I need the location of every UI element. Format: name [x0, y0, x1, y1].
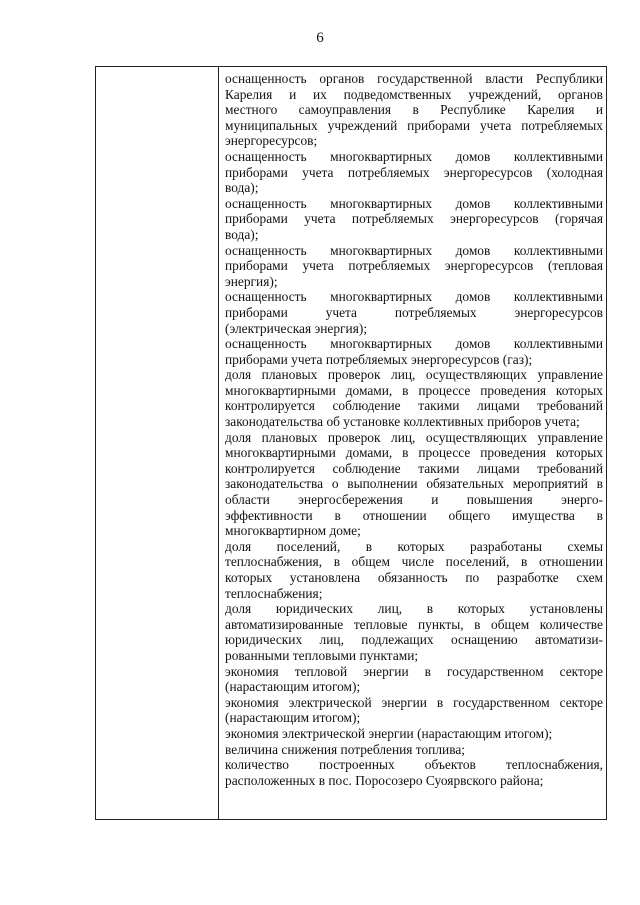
- indicator-item: [225, 695, 603, 726]
- indicator-item: [225, 726, 603, 742]
- indicator-line: экономия электрической энергии в государственном секторе: [225, 694, 603, 710]
- indicator-line: Карелия и их подведомственных учреждений, органов: [225, 86, 603, 102]
- indicator-line: энергия);: [225, 273, 278, 289]
- indicator-line: оснащенность многоквартирных домов коллективными: [225, 195, 603, 211]
- indicator-item: [225, 539, 603, 601]
- indicator-line: оснащенность многоквартирных домов коллективными: [225, 289, 603, 305]
- column-divider: [218, 67, 219, 819]
- indicator-item: [225, 430, 603, 539]
- indicator-item: [225, 367, 603, 429]
- indicator-line: экономия тепловой энергии в государственном секторе: [225, 663, 603, 679]
- indicator-line: доля плановых проверок лиц, осуществляющих управление: [225, 367, 603, 383]
- indicator-line: оснащенность многоквартирных домов коллективными: [225, 242, 603, 258]
- indicator-line: величина снижения потребления топлива;: [225, 741, 466, 757]
- indicator-line: вода);: [225, 180, 259, 196]
- indicator-line: многоквартирными домами, в процессе проведения которых: [225, 445, 603, 461]
- indicator-line: приборами учета потребляемых энергоресурсов (тепловая: [225, 258, 603, 274]
- indicator-item: [225, 757, 603, 788]
- page-number: 6: [316, 30, 324, 46]
- indicator-line: которых установлена обязанность по разработке схем: [225, 570, 603, 585]
- indicator-item: [225, 243, 603, 290]
- indicator-line: законодательства об установке коллективных приборов учета;: [225, 414, 580, 430]
- indicator-line: теплоснабжения;: [225, 585, 323, 601]
- indicator-line: приборами учета потребляемых энергоресурсов (горячая: [225, 211, 603, 227]
- indicator-line: теплоснабжения, в общем числе поселений, в отношении: [225, 554, 603, 570]
- indicator-line: автоматизированные тепловые пункты, в общем количестве: [225, 616, 603, 632]
- indicator-line: многоквартирными домами, в процессе проведения которых: [225, 382, 603, 398]
- indicator-line: доля юридических лиц, в которых установлены: [225, 601, 603, 617]
- indicator-line: рованными тепловыми пунктами;: [225, 647, 419, 663]
- indicator-line: оснащенность органов государственной власти Республики: [225, 71, 603, 86]
- indicator-line: энергоресурсов;: [225, 133, 318, 149]
- indicator-line: многоквартирном доме;: [225, 523, 361, 539]
- indicator-item: [225, 71, 603, 149]
- table-left-cell: [96, 67, 218, 819]
- indicator-line: экономия электрической энергии (нарастающим итогом);: [225, 725, 553, 741]
- indicators-table: [95, 66, 607, 820]
- indicator-item: [225, 196, 603, 243]
- indicator-line: контролируется соблюдение такими лицами требований: [225, 398, 603, 414]
- indicator-item: [225, 149, 603, 196]
- indicator-line: (электрическая энергия);: [225, 320, 368, 336]
- indicator-line: области энергосбережения и повышения энерго-: [225, 492, 603, 508]
- indicator-item: [225, 336, 603, 367]
- indicator-line: вода);: [225, 226, 259, 242]
- indicator-item: [225, 601, 603, 663]
- indicator-line: доля плановых проверок лиц, осуществляющих управление: [225, 429, 603, 445]
- indicator-item: [225, 289, 603, 336]
- indicator-line: контролируется соблюдение такими лицами требований: [225, 460, 603, 476]
- indicator-line: приборами учета потребляемых энергоресурсов: [225, 304, 603, 320]
- indicator-line: юридических лиц, подлежащих оснащению автоматизи-: [225, 632, 603, 648]
- indicator-line: эффективности в отношении общего имущества в: [225, 507, 603, 523]
- indicator-line: приборами учета потребляемых энергоресурсов (газ);: [225, 351, 533, 367]
- indicator-line: местного самоуправления в Республике Карелия и: [225, 102, 603, 118]
- indicator-line: (нарастающим итогом);: [225, 710, 361, 726]
- indicator-line: оснащенность многоквартирных домов коллективными: [225, 336, 603, 352]
- indicator-line: законодательства о выполнении обязательных мероприятий в: [225, 476, 603, 492]
- indicator-list: [225, 71, 603, 788]
- indicator-line: оснащенность многоквартирных домов коллективными: [225, 148, 603, 164]
- indicator-item: [225, 742, 603, 758]
- indicator-line: расположенных в пос. Поросозеро Суоярвского района;: [225, 772, 544, 788]
- indicator-line: приборами учета потребляемых энергоресурсов (холодная: [225, 164, 603, 180]
- indicator-line: доля поселений, в которых разработаны схемы: [225, 538, 603, 554]
- indicator-line: (нарастающим итогом);: [225, 679, 361, 695]
- indicator-line: муниципальных учреждений приборами учета потребляемых: [225, 117, 603, 133]
- indicator-line: количество построенных объектов теплоснабжения,: [225, 757, 603, 773]
- indicator-item: [225, 664, 603, 695]
